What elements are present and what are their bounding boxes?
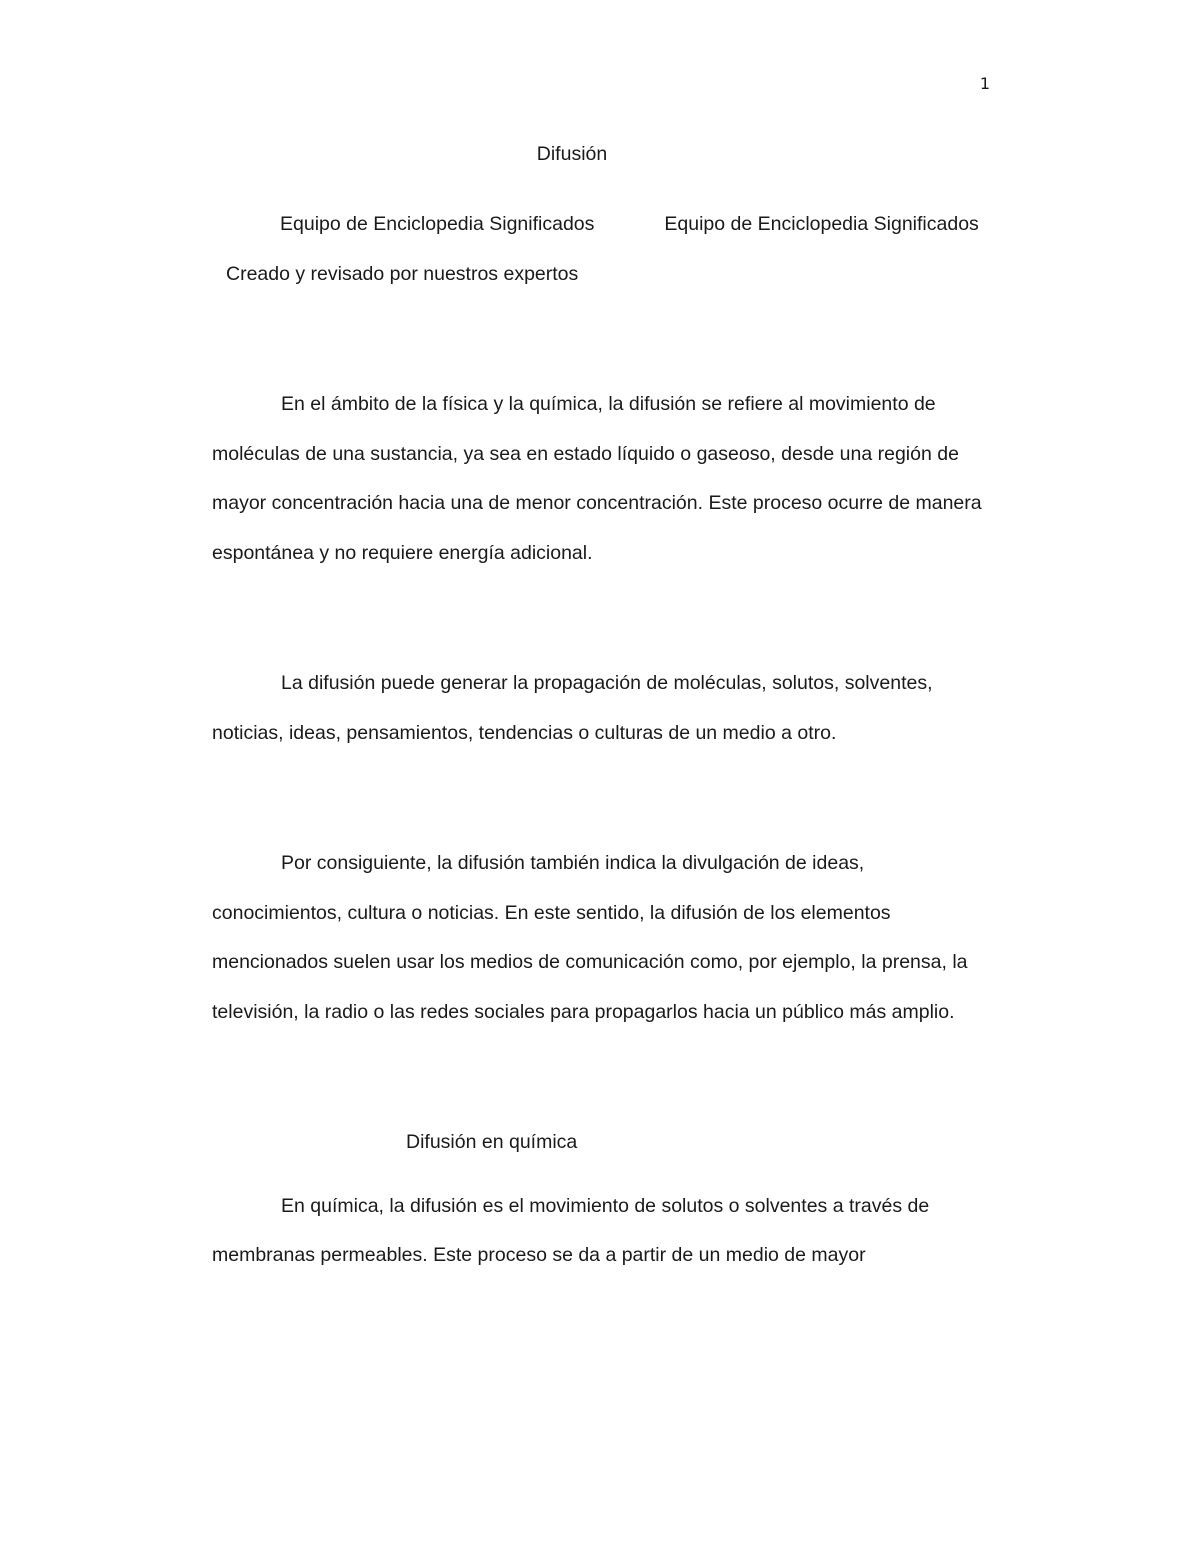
section-paragraph: En química, la difusión es el movimiento de solutos o solventes a través de membranas permeables. Este proceso se da a partir de un medio de mayor xyxy=(212,1194,930,1266)
paragraph-gap xyxy=(212,758,987,839)
author-2-start: Equipo de Enciclopedia xyxy=(664,213,869,235)
author-1: Equipo de Enciclopedia Significados xyxy=(280,213,595,235)
document-content xyxy=(212,136,987,1281)
section-heading: Difusión en química xyxy=(406,1131,578,1153)
document-title: Difusión xyxy=(536,143,608,165)
paragraph-gap xyxy=(212,578,987,659)
author-2-end: Significados xyxy=(873,213,979,235)
paragraph-3: Por consiguiente, la difusión también indica la divulgación de ideas, conocimientos, cultura o noticias. En este sentido, la difusión de los elementos mencionados suelen usar los medios de comunicación como, por ejemplo, la prensa, la televisión, la radio o las redes sociales para propagarlos hacia un público más amplio. xyxy=(212,852,968,1023)
paragraph-1: En el ámbito de la física y la química, la difusión se refiere al movimiento de moléculas de una sustancia, ya sea en estado líquido o gaseoso, desde una región de mayor concentración hacia una de menor concentración. Este proceso ocurre de manera espontánea y no requiere energía adicional. xyxy=(212,393,982,564)
paragraph-gap xyxy=(212,299,987,380)
author-line xyxy=(212,200,987,299)
heading-gap xyxy=(212,1168,987,1182)
paragraph-2: La difusión puede generar la propagación de moléculas, solutos, solventes, noticias, ideas, pensamientos, tendencias o culturas de un medio a otro. xyxy=(212,672,933,744)
page-number: 1 xyxy=(979,74,990,93)
author-note: Creado y revisado por nuestros expertos xyxy=(226,262,579,285)
paragraph-gap xyxy=(212,1037,987,1118)
